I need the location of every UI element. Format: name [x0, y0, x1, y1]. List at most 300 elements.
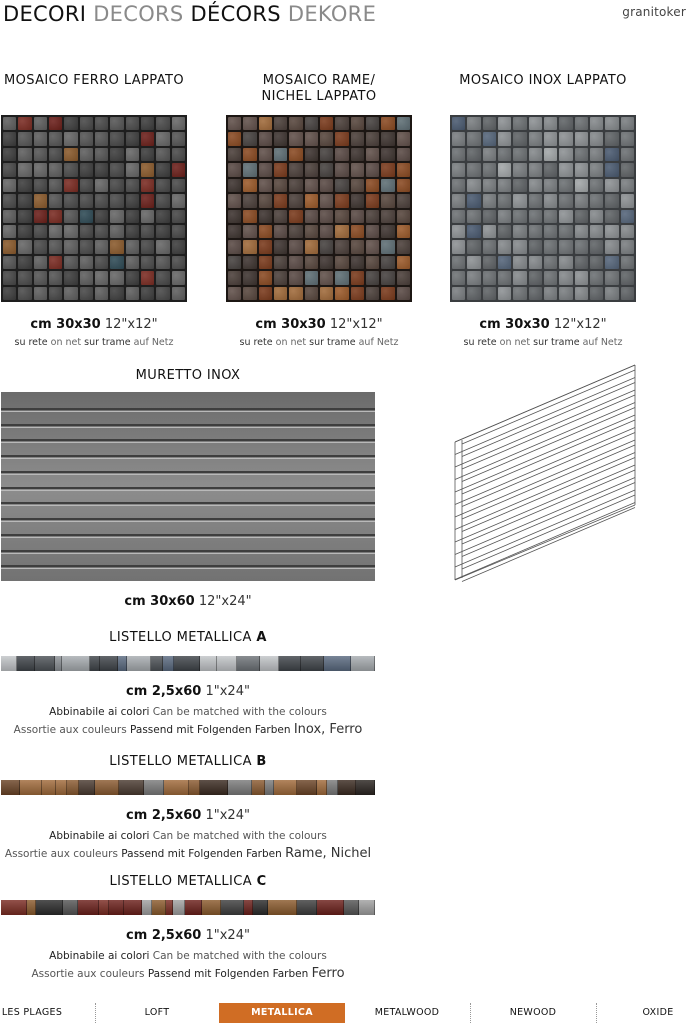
mosaic-tile: [351, 117, 364, 130]
mosaic-tile: [289, 225, 302, 238]
mosaic-tile: [544, 225, 557, 238]
footer-nav: [0, 1001, 689, 1024]
mosaic-tile: [513, 148, 526, 161]
strip-segment: [142, 900, 152, 915]
mosaic-tile: [397, 132, 410, 145]
mosaic-tile: [34, 148, 47, 161]
mosaic-tile: [513, 271, 526, 284]
mosaic-tile: [529, 132, 542, 145]
mosaic-tile: [80, 117, 93, 130]
mosaic-tile: [590, 163, 603, 176]
mosaic-tile: [397, 210, 410, 223]
mosaic-ferro-image: [1, 115, 187, 302]
mosaic-tile: [467, 210, 480, 223]
mosaic-tile: [452, 163, 465, 176]
mosaic-tile: [126, 179, 139, 192]
mosaic-tile: [3, 117, 16, 130]
mosaic-tile: [320, 148, 333, 161]
mosaic-tile: [621, 256, 634, 269]
listello-c-title: LISTELLO METALLICA C: [109, 874, 267, 889]
listello-b-image: [1, 780, 375, 795]
mosaic-tile: [397, 287, 410, 300]
strip-segment: [127, 656, 151, 671]
strip-segment: [200, 780, 228, 795]
mosaic-tile: [228, 117, 241, 130]
mosaic-tile: [544, 179, 557, 192]
mosaic-tile: [243, 225, 256, 238]
mosaic-tile: [621, 194, 634, 207]
strip-segment: [356, 780, 375, 795]
mosaic-tile: [49, 210, 62, 223]
mosaic-tile: [156, 210, 169, 223]
mosaic-tile: [529, 240, 542, 253]
mosaic-tile: [80, 163, 93, 176]
mosaic-tile: [621, 148, 634, 161]
nav-metalwood[interactable]: METALWOOD: [374, 1007, 440, 1018]
mosaic-tile: [529, 256, 542, 269]
nav-oxide[interactable]: OXIDE: [642, 1007, 674, 1018]
strip-segment: [202, 900, 222, 915]
strip-segment: [274, 780, 297, 795]
page-title: [3, 2, 376, 26]
drawing-rib: [455, 453, 635, 530]
mosaic-tile: [467, 179, 480, 192]
mosaic-tile: [351, 271, 364, 284]
strip-segment: [359, 900, 375, 915]
mosaic-tile: [381, 256, 394, 269]
mosaic-tile: [575, 132, 588, 145]
mosaic-tile: [64, 194, 77, 207]
mosaic-tile: [605, 225, 618, 238]
mosaic-tile: [529, 163, 542, 176]
mosaic-tile: [590, 117, 603, 130]
mosaic-tile: [3, 225, 16, 238]
mosaic-tile: [49, 148, 62, 161]
strip-segment: [252, 780, 265, 795]
mosaic-tile: [351, 256, 364, 269]
mosaic-tile: [172, 163, 185, 176]
mosaic-tile: [320, 132, 333, 145]
listello-a-image: [1, 656, 375, 671]
strip-segment: [1, 900, 27, 915]
mosaic-tile: [64, 148, 77, 161]
mosaic-tile: [452, 117, 465, 130]
strip-segment: [35, 656, 54, 671]
drawing-rib: [455, 440, 635, 517]
nav-divider: [95, 1003, 96, 1023]
mosaic-tile: [590, 287, 603, 300]
mosaic-tile: [452, 179, 465, 192]
mosaic-tile: [274, 225, 287, 238]
mosaic-tile: [320, 256, 333, 269]
mosaic-tile: [126, 194, 139, 207]
mosaic-tile: [141, 287, 154, 300]
mosaic-tile: [575, 179, 588, 192]
strip-segment: [221, 900, 244, 915]
mosaic-tile: [141, 271, 154, 284]
title-word-it: DECORI: [3, 2, 87, 26]
mosaic-tile: [18, 179, 31, 192]
mosaic-tile: [513, 225, 526, 238]
mosaic-tile: [544, 210, 557, 223]
mosaic-tile: [513, 163, 526, 176]
mosaic-tile: [621, 225, 634, 238]
mosaic-tile: [605, 256, 618, 269]
muretto-rib: [1, 550, 375, 552]
mosaic-tile: [605, 163, 618, 176]
mosaic-tile: [228, 132, 241, 145]
drawing-rib: [455, 465, 635, 542]
mosaic-tile: [141, 148, 154, 161]
muretto-highlight: [1, 458, 375, 459]
mosaic-tile: [483, 179, 496, 192]
mosaic-tile: [64, 210, 77, 223]
mosaic-tile: [559, 179, 572, 192]
mosaic-tile: [575, 210, 588, 223]
mosaic-tile: [366, 163, 379, 176]
mosaic-tile: [110, 117, 123, 130]
mosaic-tile: [259, 163, 272, 176]
drawing-rib: [455, 365, 635, 442]
mosaic-tile: [305, 179, 318, 192]
mosaic-tile: [605, 240, 618, 253]
mosaic-tile: [274, 179, 287, 192]
strip-segment: [268, 900, 296, 915]
strip-segment: [17, 656, 35, 671]
mosaic-tile: [498, 225, 511, 238]
mosaic-tile: [141, 117, 154, 130]
nav-newood[interactable]: NEWOOD: [509, 1007, 557, 1018]
strip-segment: [253, 900, 269, 915]
mosaic-tile: [172, 287, 185, 300]
mosaic-tile: [366, 179, 379, 192]
mosaic-tile: [320, 225, 333, 238]
mosaic-tile: [335, 240, 348, 253]
strip-segment: [265, 780, 274, 795]
mosaic-tile: [590, 148, 603, 161]
mosaic-tile: [483, 148, 496, 161]
mosaic-tile: [95, 256, 108, 269]
mosaic-tile: [156, 240, 169, 253]
mosaic-tile: [467, 117, 480, 130]
drawing-rib: [462, 495, 635, 569]
mosaic-tile: [274, 148, 287, 161]
mosaic-tile: [335, 256, 348, 269]
mosaic-tile: [289, 240, 302, 253]
mosaic-tile: [621, 117, 634, 130]
mosaic-tile: [498, 148, 511, 161]
mosaic-tile: [498, 210, 511, 223]
drawing-rib: [462, 370, 635, 444]
mosaic-tile: [110, 225, 123, 238]
mosaic-tile: [381, 132, 394, 145]
mosaic-tile: [452, 132, 465, 145]
mosaic-tile: [590, 179, 603, 192]
drawing-rib: [462, 383, 635, 457]
mosaic-tile: [483, 132, 496, 145]
mosaic-tile: [259, 117, 272, 130]
mosaic-tile: [544, 117, 557, 130]
mosaic-tile: [467, 194, 480, 207]
mosaic-tile: [156, 225, 169, 238]
mosaic-tile: [141, 225, 154, 238]
drawing-rib: [462, 408, 635, 482]
muretto-rib: [1, 439, 375, 441]
mosaic-ferro-size: cm 30x30 12"x12": [30, 317, 158, 332]
mosaic-rame-size: cm 30x30 12"x12": [255, 317, 383, 332]
mosaic-tile: [110, 210, 123, 223]
listello-b-title: LISTELLO METALLICA B: [109, 754, 267, 769]
mosaic-tile: [243, 240, 256, 253]
mosaic-tile: [110, 179, 123, 192]
mosaic-tile: [243, 271, 256, 284]
mosaic-tile: [49, 287, 62, 300]
mosaic-tile: [228, 287, 241, 300]
mosaic-tile: [452, 194, 465, 207]
mosaic-tile: [80, 256, 93, 269]
mosaic-tile: [243, 163, 256, 176]
mosaic-tile: [289, 256, 302, 269]
mosaic-tile: [95, 287, 108, 300]
mosaic-tile: [49, 240, 62, 253]
mosaic-tile: [366, 194, 379, 207]
mosaic-tile: [381, 148, 394, 161]
strip-segment: [78, 900, 99, 915]
mosaic-tile: [172, 240, 185, 253]
drawing-rib: [462, 508, 635, 582]
strip-segment: [124, 900, 142, 915]
mosaic-tile: [80, 210, 93, 223]
mosaic-tile: [559, 132, 572, 145]
mosaic-tile: [621, 132, 634, 145]
mosaic-tile: [498, 256, 511, 269]
mosaic-tile: [156, 163, 169, 176]
mosaic-tile: [513, 256, 526, 269]
mosaic-tile: [498, 194, 511, 207]
mosaic-tile: [320, 240, 333, 253]
title-word-en: DECORS: [93, 2, 184, 26]
strip-segment: [324, 656, 351, 671]
mosaic-tile: [305, 132, 318, 145]
mosaic-tile: [366, 240, 379, 253]
mosaic-tile: [259, 240, 272, 253]
drawing-rib: [462, 483, 635, 557]
mosaic-tile: [366, 256, 379, 269]
listello-a-size: cm 2,5x60 1"x24": [126, 684, 250, 699]
mosaic-tile: [513, 210, 526, 223]
strip-segment: [297, 780, 317, 795]
mosaic-tile: [156, 256, 169, 269]
mosaic-tile: [467, 271, 480, 284]
mosaic-tile: [498, 271, 511, 284]
strip-segment: [90, 656, 100, 671]
mosaic-tile: [605, 287, 618, 300]
mosaic-tile: [64, 256, 77, 269]
mosaic-tile: [64, 117, 77, 130]
strip-segment: [174, 656, 200, 671]
mosaic-tile: [529, 148, 542, 161]
strip-segment: [297, 900, 318, 915]
mosaic-tile: [575, 287, 588, 300]
mosaic-tile: [381, 287, 394, 300]
mosaic-tile: [156, 148, 169, 161]
mosaic-tile: [621, 210, 634, 223]
mosaic-tile: [529, 194, 542, 207]
mosaic-tile: [49, 179, 62, 192]
mosaic-tile: [590, 194, 603, 207]
muretto-highlight: [1, 505, 375, 506]
strip-segment: [67, 780, 79, 795]
mosaic-tile: [172, 271, 185, 284]
mosaic-tile: [351, 240, 364, 253]
strip-segment: [119, 780, 145, 795]
nav-divider: [470, 1003, 471, 1023]
listello-c-compat: Abbinabile ai colori Can be matched with the colours Assortie aux couleurs Passend mit Folgenden Farben Ferro: [31, 950, 345, 981]
mosaic-tile: [274, 210, 287, 223]
mosaic-tile: [335, 225, 348, 238]
mosaic-tile: [335, 287, 348, 300]
mosaic-tile: [605, 194, 618, 207]
nav-les-plages[interactable]: LES PLAGES: [1, 1007, 63, 1018]
mosaic-tile: [126, 271, 139, 284]
strip-segment: [109, 900, 125, 915]
mosaic-tile: [381, 225, 394, 238]
mosaic-tile: [289, 210, 302, 223]
listello-a-compat: Abbinabile ai colori Can be matched with the colours Assortie aux couleurs Passend mit Folgenden Farben Inox, Ferro: [13, 706, 363, 737]
mosaic-tile: [110, 194, 123, 207]
strip-segment: [166, 900, 174, 915]
mosaic-tile: [397, 240, 410, 253]
strip-segment: [55, 656, 63, 671]
muretto-rib: [1, 424, 375, 426]
strip-segment: [152, 900, 166, 915]
mosaic-tile: [274, 163, 287, 176]
strip-segment: [338, 780, 356, 795]
mosaic-tile: [289, 148, 302, 161]
mosaic-tile: [80, 194, 93, 207]
mosaic-tile: [228, 210, 241, 223]
mosaic-tile: [228, 225, 241, 238]
mosaic-rame-mount: su rete on net sur trame auf Netz: [239, 337, 399, 348]
mosaic-tile: [605, 132, 618, 145]
mosaic-tile: [126, 148, 139, 161]
mosaic-tile: [483, 225, 496, 238]
mosaic-tile: [529, 287, 542, 300]
mosaic-tile: [64, 287, 77, 300]
mosaic-tile: [529, 179, 542, 192]
nav-metallica[interactable]: METALLICA: [219, 1003, 345, 1023]
listello-c-size: cm 2,5x60 1"x24": [126, 928, 250, 943]
mosaic-tile: [18, 210, 31, 223]
mosaic-tile: [483, 210, 496, 223]
mosaic-tile: [305, 271, 318, 284]
mosaic-tile: [590, 256, 603, 269]
mosaic-tile: [351, 287, 364, 300]
mosaic-tile: [452, 287, 465, 300]
muretto-title: MURETTO INOX: [135, 368, 241, 383]
mosaic-tile: [3, 194, 16, 207]
nav-divider: [596, 1003, 597, 1023]
strip-segment: [36, 900, 62, 915]
mosaic-tile: [259, 225, 272, 238]
mosaic-tile: [590, 132, 603, 145]
strip-segment: [27, 900, 36, 915]
mosaic-tile: [172, 210, 185, 223]
mosaic-tile: [320, 194, 333, 207]
mosaic-tile: [172, 117, 185, 130]
mosaic-tile: [335, 117, 348, 130]
mosaic-tile: [3, 287, 16, 300]
strip-segment: [317, 900, 343, 915]
mosaic-tile: [172, 179, 185, 192]
drawing-rib: [455, 378, 635, 455]
mosaic-tile: [243, 179, 256, 192]
mosaic-tile: [80, 271, 93, 284]
mosaic-tile: [621, 271, 634, 284]
nav-loft[interactable]: LOFT: [144, 1007, 170, 1018]
mosaic-tile: [529, 210, 542, 223]
strip-segment: [260, 656, 279, 671]
strip-segment: [56, 780, 67, 795]
mosaic-tile: [64, 240, 77, 253]
mosaic-tile: [228, 271, 241, 284]
mosaic-tile: [305, 240, 318, 253]
mosaic-tile: [351, 163, 364, 176]
mosaic-tile: [259, 148, 272, 161]
mosaic-tile: [305, 163, 318, 176]
drawing-rib: [462, 395, 635, 469]
mosaic-tile: [559, 210, 572, 223]
mosaic-tile: [621, 179, 634, 192]
mosaic-tile: [156, 287, 169, 300]
mosaic-tile: [397, 179, 410, 192]
mosaic-tile: [80, 287, 93, 300]
strip-segment: [163, 656, 175, 671]
listello-b-compat: Abbinabile ai colori Can be matched with the colours Assortie aux couleurs Passend mit Folgenden Farben Rame, Nichel: [4, 830, 372, 861]
mosaic-tile: [575, 148, 588, 161]
mosaic-tile: [498, 240, 511, 253]
mosaic-tile: [529, 271, 542, 284]
strip-segment: [237, 656, 260, 671]
mosaic-tile: [228, 179, 241, 192]
mosaic-tile: [559, 148, 572, 161]
mosaic-tile: [3, 163, 16, 176]
muretto-highlight: [1, 427, 375, 428]
mosaic-tile: [559, 271, 572, 284]
mosaic-tile: [110, 163, 123, 176]
mosaic-tile: [95, 132, 108, 145]
mosaic-tile: [467, 148, 480, 161]
mosaic-tile: [467, 240, 480, 253]
mosaic-tile: [467, 225, 480, 238]
muretto-highlight: [1, 553, 375, 554]
mosaic-tile: [34, 179, 47, 192]
mosaic-tile: [49, 163, 62, 176]
strip-segment: [351, 656, 375, 671]
mosaic-tile: [64, 132, 77, 145]
mosaic-tile: [289, 163, 302, 176]
mosaic-tile: [3, 132, 16, 145]
mosaic-tile: [397, 148, 410, 161]
mosaic-rame-title: MOSAICO RAME/ NICHEL LAPPATO: [261, 73, 377, 104]
muretto-highlight: [1, 442, 375, 443]
mosaic-tile: [452, 210, 465, 223]
mosaic-tile: [544, 240, 557, 253]
mosaic-tile: [320, 287, 333, 300]
mosaic-tile: [366, 210, 379, 223]
mosaic-tile: [513, 287, 526, 300]
mosaic-tile: [483, 117, 496, 130]
